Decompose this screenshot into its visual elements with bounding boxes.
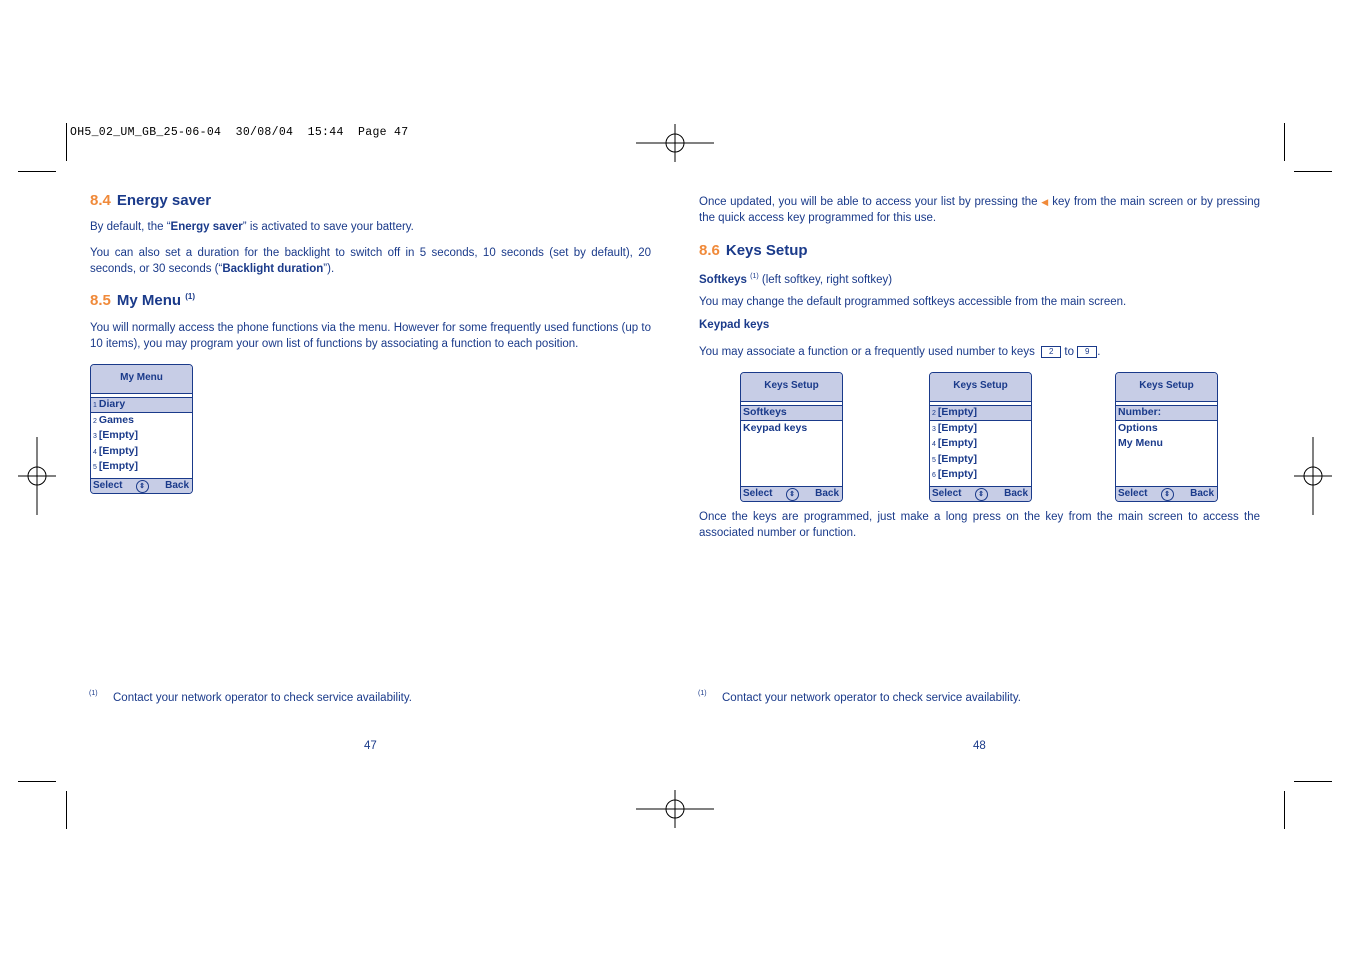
footnote-marker: (1) bbox=[89, 690, 98, 697]
softkey-select: Select bbox=[1118, 488, 1148, 499]
page-number-right: 48 bbox=[973, 740, 986, 752]
softkeys-line bbox=[699, 269, 1260, 288]
list-item bbox=[741, 421, 842, 437]
text: Once updated, you will be able to access your list by pressing the bbox=[699, 196, 1038, 208]
item-number: 4 bbox=[93, 448, 97, 456]
text: You may associate a function or a frequently used number to keys bbox=[699, 346, 1035, 358]
list-item bbox=[91, 444, 192, 460]
crop-mark bbox=[1294, 171, 1332, 172]
footnote-marker: (1) bbox=[698, 690, 707, 697]
screen-title: Keys Setup bbox=[1116, 373, 1217, 402]
footnote-right bbox=[698, 690, 1021, 704]
softkey-bar bbox=[1116, 486, 1217, 501]
crop-mark bbox=[18, 171, 56, 172]
bold-term: Backlight duration bbox=[222, 263, 324, 275]
text: ” is activated to save your battery. bbox=[242, 221, 414, 233]
section-number: 8.5 bbox=[90, 292, 111, 309]
keypad-key-icon: 9 bbox=[1077, 346, 1097, 358]
crop-mark bbox=[18, 781, 56, 782]
list-item bbox=[930, 405, 1031, 421]
list-item bbox=[1116, 421, 1217, 437]
list-item bbox=[91, 413, 192, 429]
crop-mark bbox=[1284, 791, 1285, 829]
footnote-ref: (1) bbox=[750, 273, 759, 280]
registration-mark-right bbox=[1294, 437, 1332, 515]
phone-screen-keys-setup-3 bbox=[1115, 372, 1218, 502]
item-label: [Empty] bbox=[937, 468, 977, 481]
paragraph-access-list bbox=[699, 194, 1260, 226]
item-label: Number: bbox=[1118, 406, 1162, 418]
paragraph-keypad bbox=[699, 344, 1260, 360]
subheading-keypad-keys: Keypad keys bbox=[699, 319, 770, 331]
list-item bbox=[930, 467, 1031, 483]
heading-energy-saver bbox=[90, 192, 211, 209]
screen-title: Keys Setup bbox=[741, 373, 842, 402]
item-number: 3 bbox=[93, 433, 97, 441]
crop-mark bbox=[66, 123, 67, 161]
item-number: 3 bbox=[932, 425, 936, 433]
softkey-select: Select bbox=[743, 488, 773, 499]
list-item bbox=[91, 459, 192, 475]
left-arrow-key-icon: ◀ bbox=[1041, 197, 1049, 207]
item-label: [Empty] bbox=[98, 460, 138, 473]
softkey-bar bbox=[91, 478, 192, 493]
item-label: [Empty] bbox=[937, 406, 977, 418]
softkey-select: Select bbox=[932, 488, 962, 499]
softkey-back: Back bbox=[165, 480, 189, 491]
section-title: My Menu bbox=[116, 292, 182, 309]
text: . bbox=[1097, 346, 1101, 358]
nav-key-icon: ⇕ bbox=[975, 488, 988, 501]
item-number: 2 bbox=[93, 417, 97, 425]
item-label: Options bbox=[1118, 421, 1158, 434]
crop-mark bbox=[66, 791, 67, 829]
item-label: [Empty] bbox=[98, 429, 138, 442]
text: key from the main screen or by pressing the quick access key programmed for this use. bbox=[699, 196, 1261, 224]
item-number: 4 bbox=[932, 441, 936, 449]
phone-screen-keys-setup-2 bbox=[929, 372, 1032, 502]
list-item bbox=[1116, 405, 1217, 421]
text: to bbox=[1064, 346, 1075, 358]
softkey-bar bbox=[930, 486, 1031, 501]
list-item bbox=[741, 405, 842, 421]
softkey-select: Select bbox=[93, 480, 123, 491]
nav-key-icon: ⇕ bbox=[786, 488, 799, 501]
softkey-bar bbox=[741, 486, 842, 501]
subheading-softkeys: Softkeys bbox=[699, 273, 747, 286]
item-label: [Empty] bbox=[98, 444, 138, 457]
heading-keys-setup bbox=[699, 242, 808, 259]
item-label: [Empty] bbox=[937, 452, 977, 465]
list-item bbox=[930, 452, 1031, 468]
item-number: 5 bbox=[932, 456, 936, 464]
footnote-ref: (1) bbox=[185, 292, 195, 301]
phone-screen-keys-setup-1 bbox=[740, 372, 843, 502]
item-label: [Empty] bbox=[937, 421, 977, 434]
softkey-back: Back bbox=[1190, 488, 1214, 499]
list-item bbox=[1116, 436, 1217, 452]
text: ”). bbox=[323, 263, 335, 275]
list-item bbox=[930, 436, 1031, 452]
footnote-text: Contact your network operator to check service availability. bbox=[722, 692, 1021, 704]
item-number: 2 bbox=[932, 410, 936, 417]
bold-term: Energy saver bbox=[170, 221, 243, 233]
item-number: 1 bbox=[93, 402, 97, 409]
heading-my-menu bbox=[90, 292, 195, 309]
paragraph-softkeys: You may change the default programmed softkeys accessible from the main screen. bbox=[699, 296, 1127, 308]
item-label: Games bbox=[98, 413, 134, 426]
screen-title: Keys Setup bbox=[930, 373, 1031, 402]
softkey-back: Back bbox=[1004, 488, 1028, 499]
paragraph-keys-programmed: Once the keys are programmed, just make a long press on the key from the main screen to access the associated number or function. bbox=[699, 511, 1260, 539]
nav-key-icon: ⇕ bbox=[136, 480, 149, 493]
item-number: 6 bbox=[932, 472, 936, 480]
item-label: My Menu bbox=[1118, 437, 1163, 450]
item-number: 5 bbox=[93, 464, 97, 472]
softkey-back: Back bbox=[815, 488, 839, 499]
section-title: Energy saver bbox=[116, 192, 212, 209]
section-title: Keys Setup bbox=[725, 242, 808, 259]
screen-title: My Menu bbox=[91, 365, 192, 394]
registration-mark-left bbox=[18, 437, 56, 515]
nav-key-icon: ⇕ bbox=[1161, 488, 1174, 501]
paragraph-energy-default bbox=[90, 219, 651, 235]
text: You can also set a duration for the backlight to switch off in 5 seconds, 10 seconds (set by default), 20 seconds, or 30 seconds (“ bbox=[90, 247, 651, 275]
section-number: 8.4 bbox=[90, 192, 111, 209]
paragraph-backlight bbox=[90, 245, 651, 277]
slug-line: OH5_02_UM_GB_25-06-04 30/08/04 15:44 Page 47 bbox=[70, 126, 409, 139]
footnote-text: Contact your network operator to check service availability. bbox=[113, 692, 412, 704]
registration-mark-bottom bbox=[636, 790, 714, 828]
phone-screen-my-menu bbox=[90, 364, 193, 494]
paragraph-my-menu: You will normally access the phone functions via the menu. However for some frequently used functions (up to 10 items), you may program your own list of functions by associating a function to each position. bbox=[90, 322, 651, 350]
keypad-key-icon: 2 bbox=[1041, 346, 1061, 358]
registration-mark-top bbox=[636, 124, 714, 162]
page-number-left: 47 bbox=[364, 740, 377, 752]
crop-mark bbox=[1294, 781, 1332, 782]
item-label: [Empty] bbox=[937, 437, 977, 450]
crop-mark bbox=[1284, 123, 1285, 161]
list-item bbox=[91, 428, 192, 444]
list-item bbox=[91, 397, 192, 413]
item-label: Softkeys bbox=[743, 406, 787, 418]
item-label: Keypad keys bbox=[743, 421, 808, 434]
text: By default, the “ bbox=[90, 221, 171, 233]
list-item bbox=[930, 421, 1031, 437]
section-number: 8.6 bbox=[699, 242, 720, 259]
footnote-left bbox=[89, 690, 412, 704]
item-label: Diary bbox=[98, 398, 126, 410]
text: (left softkey, right softkey) bbox=[761, 273, 893, 286]
